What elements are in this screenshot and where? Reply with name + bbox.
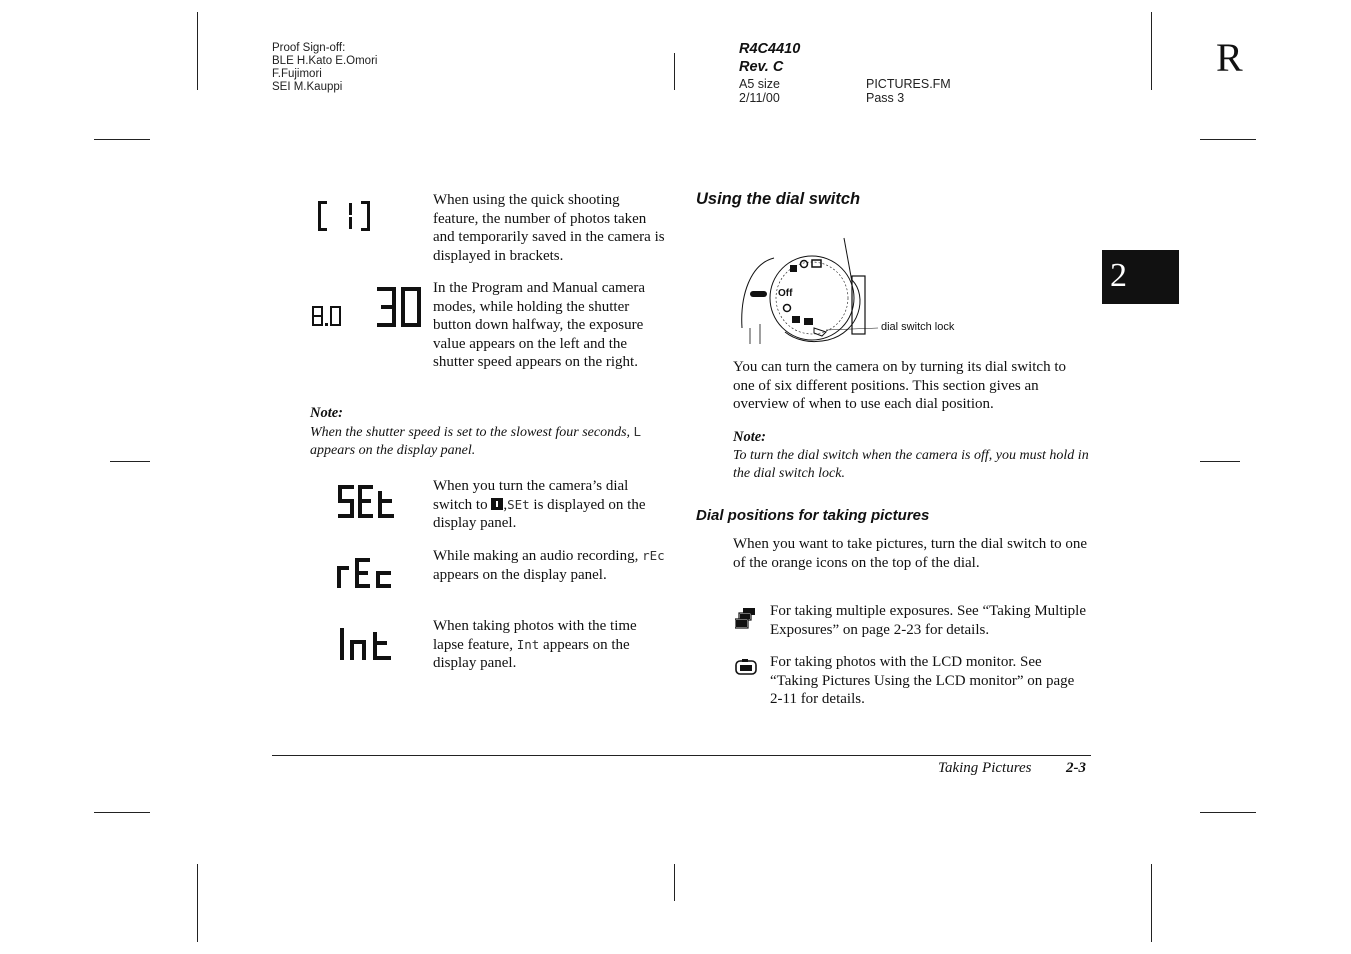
setup-dial-icon [491, 498, 503, 510]
item-text: appears on the display panel. [433, 636, 630, 671]
item-text: When taking photos with the time lapse feature, [433, 618, 637, 653]
crop-mark [1200, 461, 1240, 462]
multiple-exposure-icon [735, 607, 757, 629]
lcd-code-inline: Int [516, 636, 540, 652]
note-heading: Note: [310, 405, 344, 421]
subsection-title: Dial positions for taking pictures [696, 507, 930, 524]
pass-number: Pass 3 [866, 91, 905, 105]
dial-positions-intro: When you want to take pictures, turn the dial switch to one of the orange icons on the top of the dial. [733, 536, 1088, 571]
note-text: When the shutter speed is set to the slowest four seconds, [310, 425, 631, 440]
lcd-display-rec [337, 558, 393, 588]
proof-line: F.Fujimori [272, 68, 322, 80]
lcd-display-shutter-speed [377, 287, 421, 327]
note-shutter-text [310, 423, 670, 460]
print-date: 2/11/00 [739, 91, 780, 105]
dial-off-label: Off [778, 288, 793, 299]
lcd-code-inline: rEc [642, 548, 665, 563]
lcd-display-int [340, 628, 392, 660]
crop-mark [94, 139, 150, 140]
note-heading: Note: [733, 429, 767, 445]
item-exposure-text: In the Program and Manual camera modes, while holding the shutter button down halfway, the exposure value appears on the left and the shutter speed appears on the right. [433, 280, 645, 370]
multiple-exposure-text: For taking multiple exposures. See “Taking Multiple Exposures” on page 2-23 for details. [770, 603, 1086, 638]
note-dial-lock-text: To turn the dial switch when the camera is off, you must hold in the dial switch lock. [733, 448, 1089, 481]
page-number: 2-3 [1066, 760, 1086, 776]
item-int-text [433, 617, 669, 673]
item-text: When you turn the camera’s dial switch to [433, 478, 629, 513]
crop-mark [110, 461, 150, 462]
proof-line: SEI M.Kauppi [272, 81, 343, 93]
lcd-display-set [338, 485, 394, 518]
note-text: appears on the display panel. [310, 443, 476, 458]
proof-signoff [272, 42, 377, 94]
lcd-code-inline: L [633, 424, 642, 439]
crop-mark [94, 812, 150, 813]
revision: Rev. C [739, 59, 784, 75]
chapter-tab [1102, 250, 1179, 304]
dial-switch-illustration [740, 236, 890, 348]
chapter-tab-number: 2 [1110, 257, 1127, 294]
item-quick-shooting-text: When using the quick shooting feature, the number of photos taken and temporarily saved in the camera is displayed in brackets. [433, 192, 665, 264]
section-title: Using the dial switch [696, 190, 861, 208]
crop-mark [1200, 812, 1256, 813]
lcd-display-bracket-count [318, 201, 370, 231]
crop-mark [1200, 139, 1256, 140]
item-text: While making an audio recording, [433, 548, 639, 564]
footer-rule [272, 755, 1091, 756]
doc-code: R4C4410 [739, 41, 801, 57]
file-name: PICTURES.FM [866, 77, 951, 91]
crop-mark [197, 12, 198, 90]
item-rec-text [433, 547, 669, 584]
lcd-code-inline: SEt [507, 496, 530, 512]
dial-intro-text: You can turn the camera on by turning its dial switch to one of six different positions. This section gives an overview of when to use each dial position. [733, 359, 1067, 412]
crop-mark [197, 864, 198, 942]
corner-letter: R [1216, 35, 1243, 80]
lcd-display-exposure [312, 306, 342, 326]
dial-switch-lock-label: dial switch lock [881, 321, 955, 333]
item-set-text: When you turn the camera’s dial switch to ,SEt is displayed on the display panel. [433, 478, 646, 531]
lcd-camera-icon [735, 658, 757, 676]
footer-chapter-title: Taking Pictures [938, 760, 1032, 776]
item-text: appears on the display panel. [433, 566, 607, 583]
proof-line: BLE H.Kato E.Omori [272, 55, 378, 67]
crop-mark [674, 864, 675, 901]
lcd-monitor-text: For taking photos with the LCD monitor. See “Taking Pictures Using the LCD monitor” on page 2-11 for details. [770, 654, 1075, 707]
crop-mark [674, 53, 675, 90]
proof-line: Proof Sign-off: [272, 42, 346, 54]
page-size: A5 size [739, 77, 780, 91]
crop-mark [1151, 864, 1152, 942]
crop-mark [1151, 12, 1152, 90]
item-text: is displayed on the display panel. [433, 496, 646, 531]
